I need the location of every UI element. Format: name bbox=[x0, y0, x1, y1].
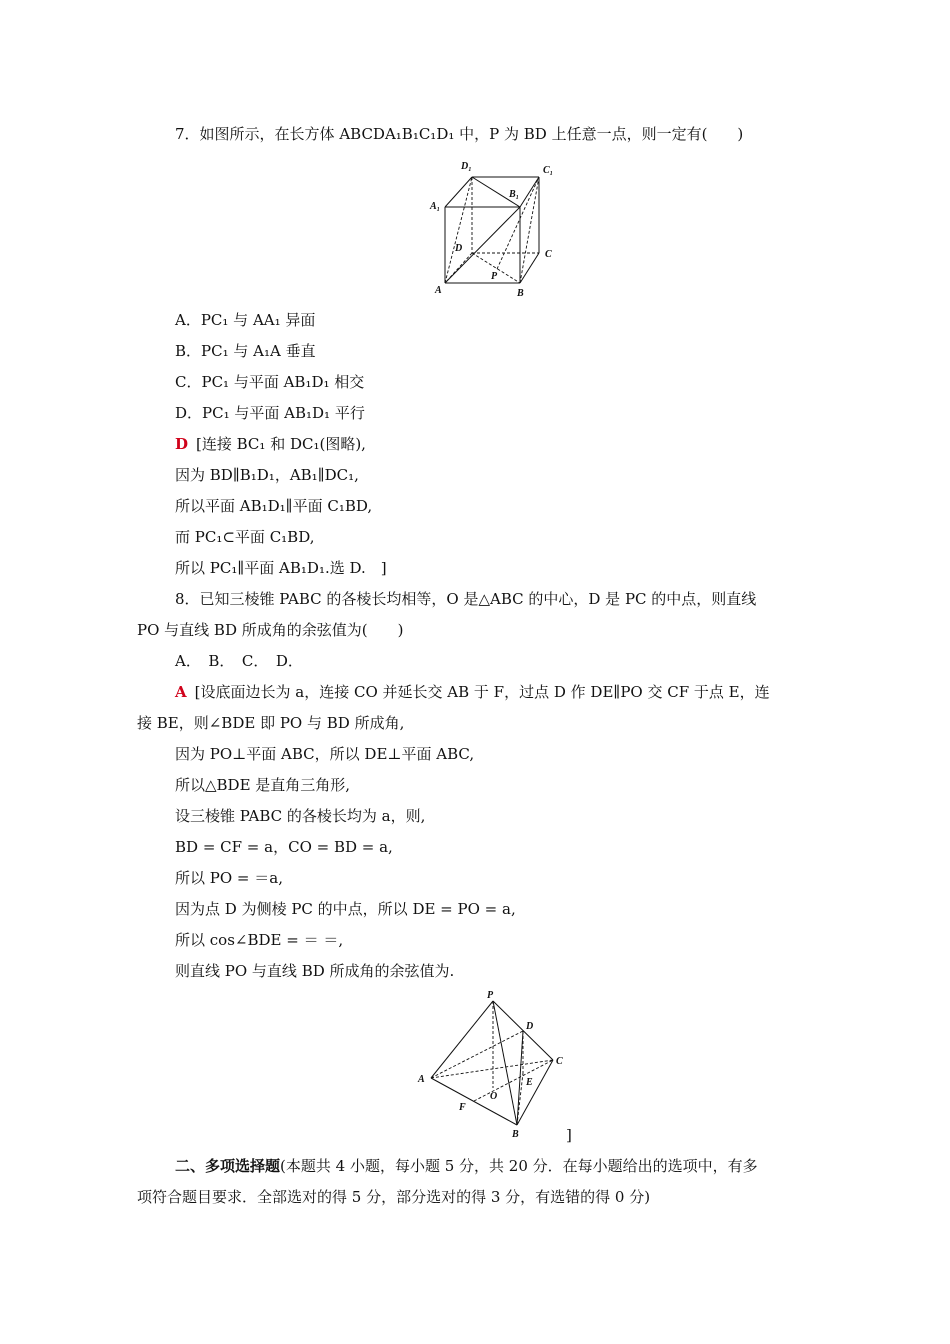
q8-close-bracket: ] bbox=[566, 1126, 572, 1144]
q8-solution-line-6: BD = CF = a，CO = BD = a, bbox=[175, 838, 393, 856]
label-D: D bbox=[526, 1021, 534, 1032]
label-B1: B₁ bbox=[509, 189, 520, 200]
label-E: E bbox=[526, 1077, 533, 1088]
label-P: P bbox=[491, 271, 498, 282]
q8-stem-line-1: 8．已知三棱锥 PABC 的各棱长均相等，O 是△ABC 的中心，D 是 PC 的中点，则直线 bbox=[175, 590, 757, 608]
q7-solution-line-5: 所以 PC₁∥平面 AB₁D₁.选 D. ] bbox=[175, 559, 387, 577]
q8-solution-line-10: 则直线 PO 与直线 BD 所成角的余弦值为. bbox=[175, 962, 455, 980]
label-O: O bbox=[490, 1091, 498, 1102]
q7-option-b: B．PC₁ 与 A₁A 垂直 bbox=[175, 342, 316, 360]
label-D: D bbox=[455, 243, 463, 254]
q7-answer-letter: D bbox=[175, 435, 189, 453]
q7-option-a: A．PC₁ 与 AA₁ 异面 bbox=[175, 311, 316, 329]
label-D1: D₁ bbox=[461, 161, 472, 172]
q8-answer-letter: A bbox=[175, 683, 187, 701]
label-A: A bbox=[418, 1074, 425, 1085]
label-A1: A₁ bbox=[430, 201, 441, 212]
q8-solution-line-9: 所以 cos∠BDE = ＝ ＝, bbox=[175, 931, 344, 949]
q7-option-d: D．PC₁ 与平面 AB₁D₁ 平行 bbox=[175, 404, 365, 422]
q7-solution-line-4: 而 PC₁⊂平面 C₁BD, bbox=[175, 528, 315, 546]
q8-solution-line-7: 所以 PO = ＝a, bbox=[175, 869, 283, 887]
q8-solution-first: A [设底面边长为 a，连接 CO 并延长交 AB 于 F，过点 D 作 DE∥PO 交 CF 于点 E，连 bbox=[175, 683, 770, 701]
label-C: C bbox=[545, 249, 552, 260]
section2-line-2: 项符合题目要求．全部选对的得 5 分，部分选对的得 3 分，有选错的得 0 分) bbox=[137, 1188, 651, 1206]
label-C: C bbox=[556, 1056, 563, 1067]
label-P: P bbox=[487, 990, 494, 1001]
q8-solution-line-3: 因为 PO⊥平面 ABC，所以 DE⊥平面 ABC, bbox=[175, 745, 475, 763]
label-B: B bbox=[517, 288, 524, 299]
label-F: F bbox=[459, 1102, 466, 1113]
q7-solution-line-2: 因为 BD∥B₁D₁，AB₁∥DC₁, bbox=[175, 466, 359, 484]
q8-stem-line-2: PO 与直线 BD 所成角的余弦值为( ) bbox=[137, 621, 404, 639]
q8-tetrahedron-figure bbox=[413, 987, 573, 1142]
q8-solution-line-8: 因为点 D 为侧棱 PC 的中点，所以 DE = PO = a, bbox=[175, 900, 516, 918]
section2-line-1: 二、多项选择题(本题共 4 小题，每小题 5 分，共 20 分．在每小题给出的选项中，有多 bbox=[175, 1157, 758, 1175]
label-C1: C₁ bbox=[543, 165, 554, 176]
section2-heading: 二、多项选择题 bbox=[175, 1157, 281, 1175]
q8-options: A． B． C． D． bbox=[175, 652, 303, 670]
q7-option-c: C．PC₁ 与平面 AB₁D₁ 相交 bbox=[175, 373, 365, 391]
label-B: B bbox=[512, 1129, 519, 1140]
q8-solution-line-2: 接 BE，则∠BDE 即 PO 与 BD 所成角, bbox=[137, 714, 405, 732]
q7-solution-line-1: D [连接 BC₁ 和 DC₁(图略), bbox=[175, 435, 366, 453]
label-A: A bbox=[435, 285, 442, 296]
q8-solution-line-4: 所以△BDE 是直角三角形, bbox=[175, 776, 351, 794]
q7-solution-line-3: 所以平面 AB₁D₁∥平面 C₁BD, bbox=[175, 497, 373, 515]
q8-solution-line-5: 设三棱锥 PABC 的各棱长均为 a，则, bbox=[175, 807, 426, 825]
q7-cuboid-figure bbox=[425, 155, 565, 300]
q7-stem: 7．如图所示，在长方体 ABCDA₁B₁C₁D₁ 中，P 为 BD 上任意一点，则一定有( ) bbox=[175, 125, 744, 143]
